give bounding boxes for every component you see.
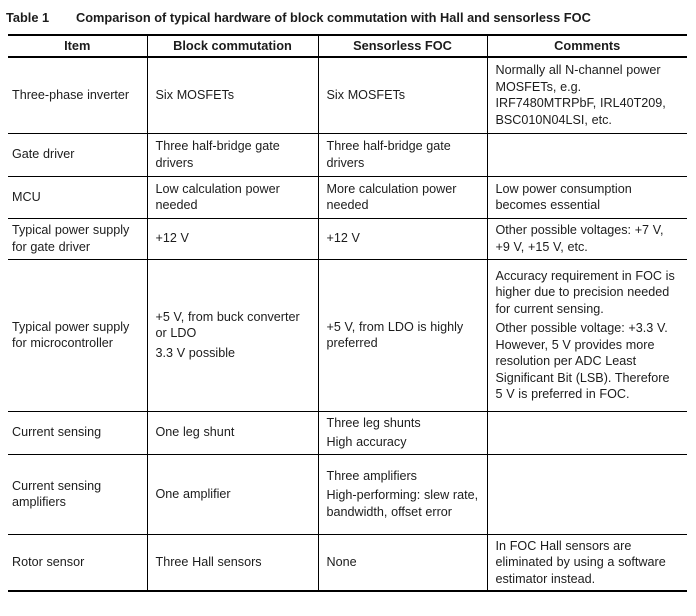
cell-text: Three half-bridge gate drivers: [326, 139, 451, 170]
cell-comments: [487, 133, 687, 176]
header-cell-sensorless-foc: Sensorless FOC: [318, 35, 487, 58]
cell-text: +5 V, from buck converter or LDO: [155, 309, 300, 341]
header-cell-block-commutation: Block commutation: [147, 35, 318, 58]
cell-item: [8, 218, 147, 259]
cell-text: +12 V: [326, 231, 360, 246]
cell-text: Three-phase inverter: [12, 88, 130, 102]
table-row: [8, 57, 687, 133]
cell-text: Current sensing amplifiers: [12, 478, 102, 509]
cell-text: Other possible voltages: +7 V, +9 V, +15 V, etc.: [495, 223, 664, 254]
cell-block-commutation: [147, 534, 318, 591]
cell-text: Accuracy requirement in FOC is higher due to precision needed for current sensing.: [495, 268, 675, 316]
cell-sensorless-foc: [318, 534, 487, 591]
cell-text: Normally all N-channel power MOSFETs, e.g. IRF7480MTRPbF, IRL40T209, BSC010N04LSI, etc.: [495, 63, 666, 127]
cell-sensorless-foc: [318, 454, 487, 534]
table-row: [8, 218, 687, 259]
cell-block-commutation: [147, 176, 318, 218]
cell-block-commutation: [147, 57, 318, 133]
cell-text: Six MOSFETs: [155, 88, 235, 102]
cell-text: High-performing: slew rate, bandwidth, offset error: [326, 488, 479, 519]
cell-comments: [487, 454, 687, 534]
cell-block-commutation: [147, 454, 318, 534]
cell-text: Rotor sensor: [12, 555, 85, 569]
cell-text: Three Hall sensors: [155, 555, 262, 569]
cell-text: Three leg shunts: [326, 415, 421, 430]
cell-block-commutation: [147, 411, 318, 454]
hardware-comparison-table: [8, 34, 687, 593]
cell-sensorless-foc: [318, 133, 487, 176]
cell-block-commutation: [147, 133, 318, 176]
table-row: [8, 534, 687, 591]
cell-text: Other possible voltage: +3.3 V. However, 5 V provides more resolution per ADC Least Significant Bit (LSB). Therefore 5 V is preferred in FOC.: [495, 321, 670, 401]
cell-comments: [487, 57, 687, 133]
cell-comments: [487, 259, 687, 411]
cell-text: More calculation power needed: [326, 181, 457, 212]
cell-block-commutation: [147, 259, 318, 411]
cell-text: One leg shunt: [155, 425, 235, 440]
table-row: [8, 259, 687, 411]
cell-block-commutation: [147, 218, 318, 259]
header-cell-comments: Comments: [487, 35, 687, 58]
cell-sensorless-foc: [318, 218, 487, 259]
table-row: [8, 454, 687, 534]
cell-text: Low calculation power needed: [155, 181, 280, 212]
cell-item: [8, 454, 147, 534]
cell-text: Six MOSFETs: [326, 88, 406, 102]
cell-text: Three amplifiers: [326, 468, 417, 483]
cell-text: None: [326, 555, 357, 569]
cell-text: 3.3 V possible: [155, 345, 236, 360]
cell-comments: [487, 534, 687, 591]
table-row: [8, 176, 687, 218]
cell-text: Current sensing: [12, 425, 102, 440]
cell-text: High accuracy: [326, 435, 407, 449]
cell-text: +12 V: [155, 231, 189, 246]
cell-comments: [487, 218, 687, 259]
table-caption: [6, 10, 696, 27]
cell-text: Typical power supply for gate driver: [12, 223, 130, 254]
cell-text: In FOC Hall sensors are eliminated by using a software estimator instead.: [495, 538, 666, 586]
cell-item: [8, 176, 147, 218]
table-caption-title: Comparison of typical hardware of block commutation with Hall and sensorless FOC: [76, 10, 591, 25]
cell-text: Typical power supply for microcontroller: [12, 319, 130, 350]
table-row: [8, 133, 687, 176]
cell-text: One amplifier: [155, 486, 231, 501]
table-header-row: [8, 35, 687, 58]
cell-text: MCU: [12, 189, 41, 204]
cell-item: [8, 133, 147, 176]
header-cell-item: Item: [8, 35, 147, 58]
cell-comments: [487, 176, 687, 218]
cell-text: Low power consumption becomes essential: [495, 181, 632, 212]
cell-comments: [487, 411, 687, 454]
cell-text: +5 V, from LDO is highly preferred: [326, 319, 464, 350]
cell-item: [8, 57, 147, 133]
cell-item: [8, 259, 147, 411]
cell-sensorless-foc: [318, 176, 487, 218]
cell-sensorless-foc: [318, 259, 487, 411]
cell-text: Three half-bridge gate drivers: [155, 139, 280, 170]
cell-sensorless-foc: [318, 57, 487, 133]
table-caption-label: Table 1: [6, 10, 50, 25]
table-row: [8, 411, 687, 454]
cell-item: [8, 534, 147, 591]
cell-sensorless-foc: [318, 411, 487, 454]
cell-item: [8, 411, 147, 454]
cell-text: Gate driver: [12, 147, 75, 162]
